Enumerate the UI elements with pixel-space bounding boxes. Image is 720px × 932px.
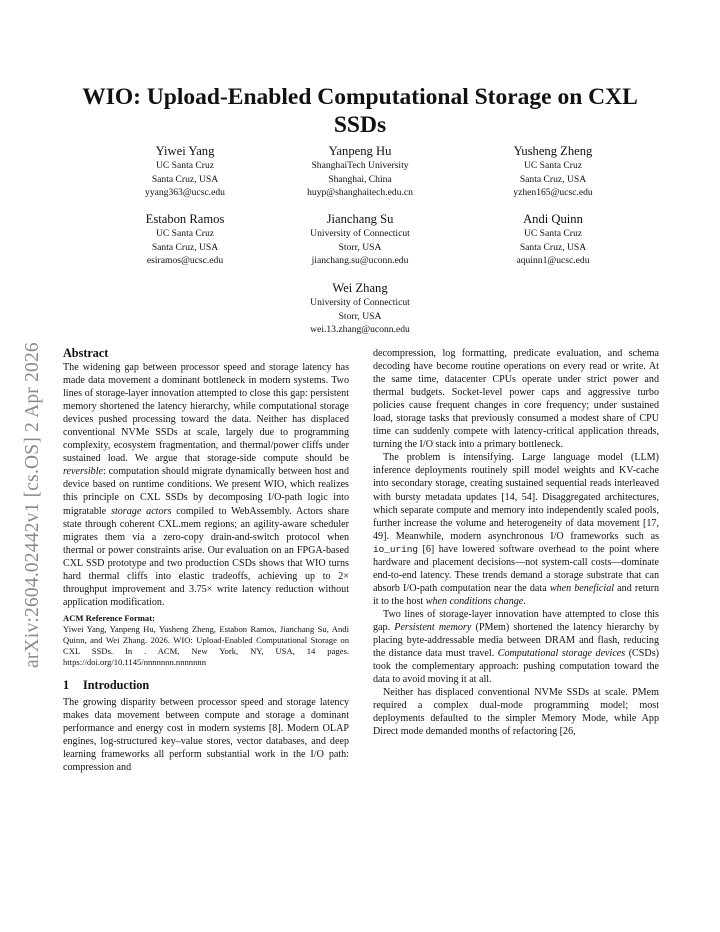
right-column — [373, 347, 659, 738]
body-paragraph: Two lines of storage-layer innovation have attempted to close this gap. Persistent memory (PMem) shortened the latency hierarchy by placing byte-addressable media between DRAM and flash, reducing the distance data must travel. Computational storage devices (CSDs) took the complementary approach: pushing computation toward the data to avoid moving it at all. — [373, 608, 659, 686]
author-email: huyp@shanghaitech.edu.cn — [307, 187, 413, 198]
body-paragraph: The problem is intensifying. Large language model (LLM) inference deployments routinely spill model weights and KV-cache into secondary storage, creating sustained sequential reads interleaved with bursty metadata updates [14, 54]. Disaggregated architectures, which separate compute and memory into independently scaled pools, further increase the volume and heterogeneity of data movement [17, 49]. Meanwhile, modern asynchronous I/O frameworks such as io_uring [6] have lowered software overhead to the point where hardware and placement decisions—not system-call costs—dominate end-to-end latency. These trends demand a storage substrate that can absorb I/O-path computation near the data when beneficial and return it to the host when conditions change. — [373, 452, 659, 607]
author-affiliation: University of Connecticut — [310, 297, 410, 308]
author-affiliation: UC Santa Cruz — [523, 228, 583, 239]
author-name: Yusheng Zheng — [513, 144, 593, 158]
author-location: Santa Cruz, USA — [151, 241, 219, 253]
author-block-6 — [453, 211, 653, 268]
author-name: Yiwei Yang — [155, 144, 215, 158]
author-email: aquinn1@ucsc.edu — [516, 255, 590, 266]
author-email: esiramos@ucsc.edu — [146, 255, 224, 266]
author-location: Santa Cruz, USA — [151, 173, 219, 185]
author-location: Santa Cruz, USA — [519, 173, 587, 185]
author-location: Santa Cruz, USA — [519, 241, 587, 253]
author-location: Storr, USA — [338, 310, 382, 322]
author-block-7 — [260, 280, 460, 337]
author-affiliation: University of Connecticut — [310, 228, 410, 239]
author-affiliation: ShanghaiTech University — [311, 160, 409, 171]
author-affiliation: UC Santa Cruz — [155, 228, 215, 239]
author-name: Wei Zhang — [332, 281, 388, 295]
abstract-paragraph: The widening gap between processor speed and storage latency has made data movement a dominant bottleneck in modern systems. Two lines of storage-layer innovation attempted to close this gap: persistent memory shortened the latency hierarchy, while computational storage devices pushed processing toward the data. Neither has displaced conventional NVMe SSDs at scale, largely due to programming complexity, ecosystem fragmentation, and thermal/power cliffs under sustained load. We argue that storage-side compute should be reversible: computation should migrate dynamically between host and device based on runtime conditions. We present WIO, which realizes this principle on CXL SSDs by decomposing I/O-path logic into migratable storage actors compiled to WebAssembly. Actors share state through coherent CXL.mem regions; an agility-aware scheduler migrates them via a zero-copy drain-and-switch protocol when thermal or power constraints arise. Our evaluation on an FPGA-based CXL SSD prototype and two production CSDs shows that WIO turns hard thermal cliffs into elastic tradeoffs, achieving up to 2× throughput improvement and 3.75× write latency reduction without application modification. — [63, 362, 350, 608]
left-column — [63, 346, 349, 774]
author-email: yyang363@ucsc.edu — [145, 187, 225, 198]
author-block-3 — [453, 143, 653, 200]
author-email: jianchang.su@uconn.edu — [311, 255, 409, 266]
paper-title: WIO: Upload-Enabled Computational Storage on CXL SSDs — [82, 84, 638, 138]
author-affiliation: UC Santa Cruz — [523, 160, 583, 171]
abstract-heading: Abstract — [63, 346, 109, 360]
intro-paragraph: The growing disparity between processor speed and storage latency makes data movement between compute and storage a dominant performance and energy cost in modern systems [8]. Modern OLAP engines, log-structured key–value stores, vector databases, and deep learning frameworks all perform substantial work in the I/O path: compression and — [63, 696, 349, 773]
acm-reference-text: Yiwei Yang, Yanpeng Hu, Yusheng Zheng, Estabon Ramos, Jianchang Su, Andi Quinn, and Wei Zhang. 2026. WIO: Upload-Enabled Computational Storage on CXL SSDs. In . ACM, New York, NY, USA, 14 pages. https://doi.org/10.1145/nnnnnnn.nnnnnnn — [63, 623, 349, 667]
body-paragraph: Neither has displaced conventional NVMe SSDs at scale. PMem required a complex dual-mode programming model; most deployments defaulted to the simpler Memory Mode, while App Direct mode demanded months of refactoring [26, — [373, 687, 659, 738]
author-block-2 — [260, 143, 460, 200]
author-name: Jianchang Su — [326, 212, 394, 226]
author-name: Andi Quinn — [523, 212, 583, 226]
author-block-4 — [85, 211, 285, 268]
intro-heading: 1 Introduction — [63, 677, 150, 692]
author-location: Shanghai, China — [328, 173, 392, 185]
body-paragraph: decompression, log formatting, predicate evaluation, and schema decoding have become routine operations on every read or write. At the same time, datacenter CPUs operate under strict power and thermal budgets. Socket-level power caps and aggressive turbo policies cause frequent changes in core frequency; under sustained load, storage tasks that previously consumed a modest share of CPU time can suddenly compete with latency-critical application threads, turning the I/O stack into a primary bottleneck. — [373, 348, 659, 451]
author-block-5 — [260, 211, 460, 268]
author-location: Storr, USA — [338, 241, 382, 253]
author-name: Estabon Ramos — [145, 212, 225, 226]
author-affiliation: UC Santa Cruz — [155, 160, 215, 171]
author-block-1 — [85, 143, 285, 200]
arxiv-identifier: arXiv:2604.02442v1 [cs.OS] 2 Apr 2026 — [22, 342, 43, 668]
author-email: yzhen165@ucsc.edu — [513, 187, 593, 198]
arxiv-side-stamp — [22, 268, 44, 668]
acm-reference-heading: ACM Reference Format: — [63, 612, 155, 623]
author-name: Yanpeng Hu — [328, 144, 392, 158]
author-email: wei.13.zhang@uconn.edu — [310, 324, 410, 335]
